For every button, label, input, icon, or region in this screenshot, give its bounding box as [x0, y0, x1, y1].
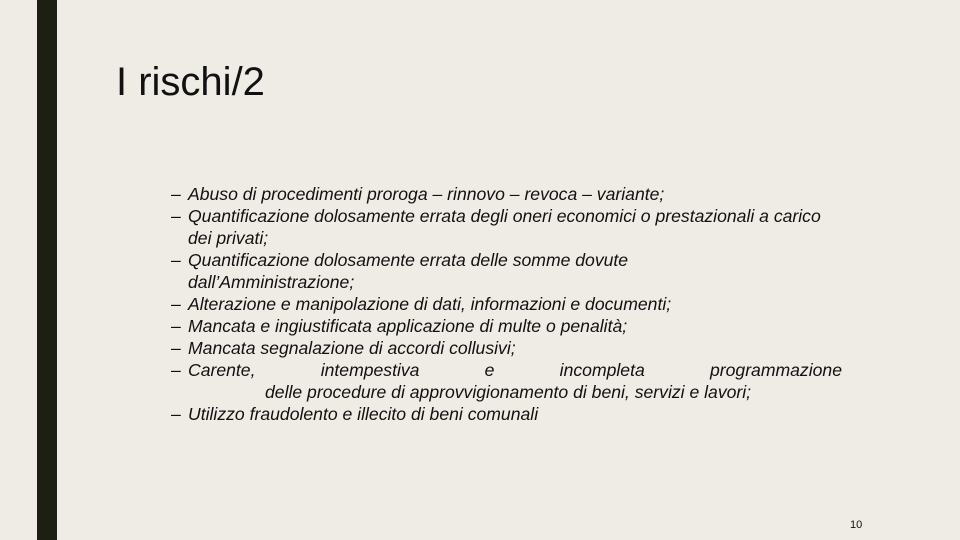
left-accent-bar — [37, 0, 57, 540]
list-item-text: Alterazione e manipolazione di dati, informazioni e documenti; — [188, 294, 672, 314]
list-item — [172, 403, 862, 425]
page-number: 10 — [850, 519, 863, 531]
list-item-text: Mancata segnalazione di accordi collusivi; — [188, 338, 516, 358]
bullet-dash: – — [171, 250, 181, 270]
list-item — [172, 293, 862, 315]
list-item — [172, 183, 862, 205]
bullet-dash: – — [171, 360, 181, 380]
bullet-dash: – — [171, 294, 181, 314]
list-item-text: Quantificazione dolosamente errata delle somme dovute dall’Amministrazione; — [188, 250, 629, 292]
list-item-text: Carente, intempestiva e incompleta programmazione — [188, 360, 842, 380]
list-item-continuation: delle procedure di approvvigionamento di beni, servizi e lavori; — [265, 382, 752, 402]
list-item — [172, 205, 862, 249]
list-item — [172, 337, 862, 359]
bullet-dash: – — [171, 184, 181, 204]
list-item — [172, 315, 862, 337]
list-item-text: Abuso di procedimenti proroga – rinnovo – revoca – variante; — [188, 184, 665, 204]
list-item — [172, 249, 862, 293]
bullet-dash: – — [171, 316, 181, 336]
bullet-list — [172, 183, 862, 425]
bullet-dash: – — [171, 404, 181, 424]
bullet-dash: – — [171, 338, 181, 358]
list-item-text: Utilizzo fraudolento e illecito di beni comunali — [188, 404, 539, 424]
slide-title: I rischi/2 — [116, 60, 265, 104]
bullet-dash: – — [171, 206, 181, 226]
list-item-text: Quantificazione dolosamente errata degli oneri economici o prestazionali a carico dei privati; — [188, 206, 821, 248]
list-item-text: Mancata e ingiustificata applicazione di multe o penalità; — [188, 316, 628, 336]
list-item — [172, 359, 862, 403]
